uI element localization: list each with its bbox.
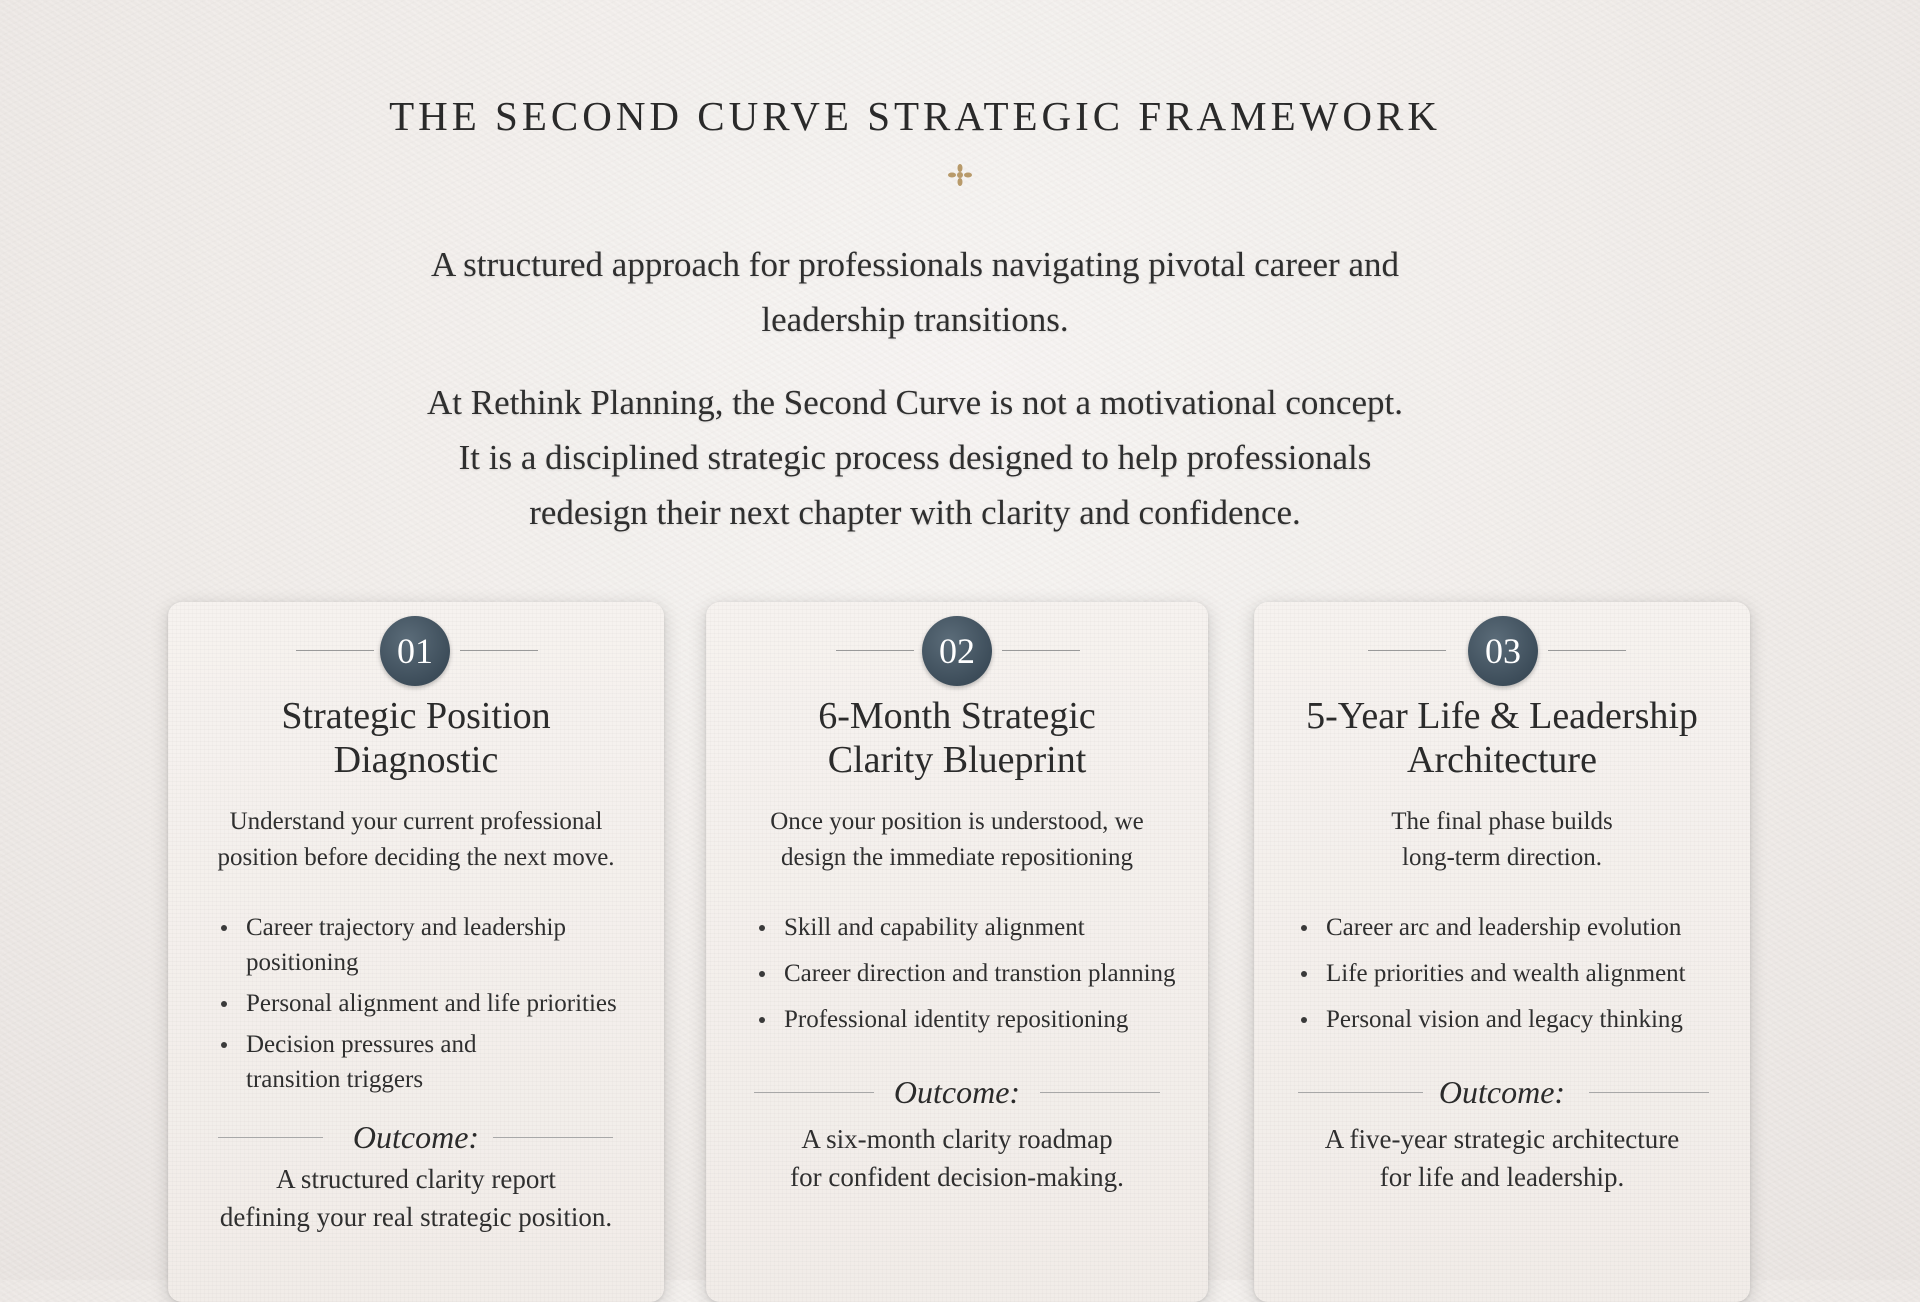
outcome-line-right <box>493 1137 613 1138</box>
framework-card-3 <box>1254 602 1750 1302</box>
number-line-left <box>1368 650 1446 651</box>
list-item-text: Decision pressures and <box>246 1031 477 1058</box>
number-line-left <box>836 650 914 651</box>
outcome-text-line: for confident decision-making. <box>790 1162 1124 1192</box>
outcome-text-line: for life and leadership. <box>1379 1162 1625 1192</box>
outcome-line-right <box>1040 1092 1160 1093</box>
list-item <box>756 956 1196 991</box>
card-description-line: position before deciding the next move. <box>217 844 615 871</box>
card-description-line: design the immediate repositioning <box>780 844 1133 871</box>
list-item-text: positioning <box>246 949 359 976</box>
outcome-text <box>168 1160 664 1236</box>
intro-line: At Rethink Planning, the Second Curve is not a motivational concept. <box>427 383 1403 422</box>
card-number-row <box>1254 616 1750 686</box>
outcome-heading-row <box>1254 1070 1750 1114</box>
card-bullet-list <box>218 910 638 1103</box>
list-item-text: Personal alignment and life priorities <box>246 990 617 1017</box>
list-item <box>756 910 1196 945</box>
card-title <box>706 694 1208 782</box>
card-description <box>168 804 664 876</box>
card-title-line: Clarity Blueprint <box>827 739 1087 781</box>
list-item-text: Professional identity repositioning <box>784 1006 1129 1033</box>
intro-paragraph-2 <box>0 375 1830 540</box>
list-item <box>218 986 638 1021</box>
outcome-label: Outcome: <box>893 1074 1021 1110</box>
card-title-line: Architecture <box>1407 739 1597 781</box>
outcome-label: Outcome: <box>1438 1074 1566 1110</box>
card-number-badge: 03 <box>1468 616 1538 686</box>
card-number-badge: 01 <box>380 616 450 686</box>
card-bullet-list <box>756 910 1196 1048</box>
intro-paragraph-1 <box>0 237 1830 347</box>
card-description-line: Understand your current professional <box>229 808 603 835</box>
list-item <box>1298 910 1738 945</box>
number-line-left <box>296 650 374 651</box>
outcome-line-right <box>1589 1092 1709 1093</box>
card-title-line: Diagnostic <box>333 739 499 781</box>
list-item-text: Career trajectory and leadership <box>246 914 566 941</box>
number-line-right <box>1002 650 1080 651</box>
list-item-text: transition triggers <box>246 1066 424 1093</box>
list-item <box>756 1002 1196 1037</box>
card-title-line: 6-Month Strategic <box>818 695 1096 737</box>
intro-line: A structured approach for professionals navigating pivotal career and <box>431 245 1399 284</box>
card-description-line: long-term direction. <box>1402 844 1602 871</box>
outcome-heading-row <box>706 1070 1208 1114</box>
card-bullet-list <box>1298 910 1738 1048</box>
card-title-line: Strategic Position <box>281 695 551 737</box>
card-number-row <box>706 616 1208 686</box>
card-number-row <box>168 616 664 686</box>
outcome-text-line: defining your real strategic position. <box>219 1202 613 1232</box>
outcome-text-line: A six-month clarity roadmap <box>801 1124 1113 1154</box>
list-item-text: Life priorities and wealth alignment <box>1326 960 1686 987</box>
fleuron-ornament-icon <box>948 164 972 186</box>
outcome-text-line: A five-year strategic architecture <box>1324 1124 1680 1154</box>
list-item-text: Skill and capability alignment <box>784 914 1085 941</box>
outcome-label: Outcome: <box>352 1119 480 1155</box>
framework-card-1 <box>168 602 664 1302</box>
outcome-text <box>1254 1120 1750 1196</box>
list-item <box>218 1027 638 1097</box>
intro-line: It is a disciplined strategic process designed to help professionals <box>458 438 1372 477</box>
card-title-line: 5-Year Life & Leadership <box>1306 695 1698 737</box>
card-number-badge: 02 <box>922 616 992 686</box>
card-title <box>168 694 664 782</box>
outcome-text-line: A structured clarity report <box>276 1164 556 1194</box>
card-description <box>1254 804 1750 876</box>
list-item <box>218 910 638 980</box>
outcome-text <box>706 1120 1208 1196</box>
list-item-text: Career arc and leadership evolution <box>1326 914 1682 941</box>
number-line-right <box>1548 650 1626 651</box>
framework-card-2 <box>706 602 1208 1302</box>
outcome-heading-row <box>168 1115 664 1159</box>
list-item-text: Career direction and transtion planning <box>784 960 1176 987</box>
intro-line: redesign their next chapter with clarity and confidence. <box>529 493 1301 532</box>
list-item <box>1298 1002 1738 1037</box>
list-item <box>1298 956 1738 991</box>
card-description-line: The final phase builds <box>1391 808 1613 835</box>
number-line-right <box>460 650 538 651</box>
page-title: THE SECOND CURVE STRATEGIC FRAMEWORK <box>389 93 1441 139</box>
card-title <box>1254 694 1750 782</box>
card-description-line: Once your position is understood, we <box>770 808 1144 835</box>
title-divider <box>350 160 1510 190</box>
card-description <box>706 804 1208 876</box>
intro-line: leadership transitions. <box>761 300 1069 339</box>
list-item-text: Personal vision and legacy thinking <box>1326 1006 1683 1033</box>
